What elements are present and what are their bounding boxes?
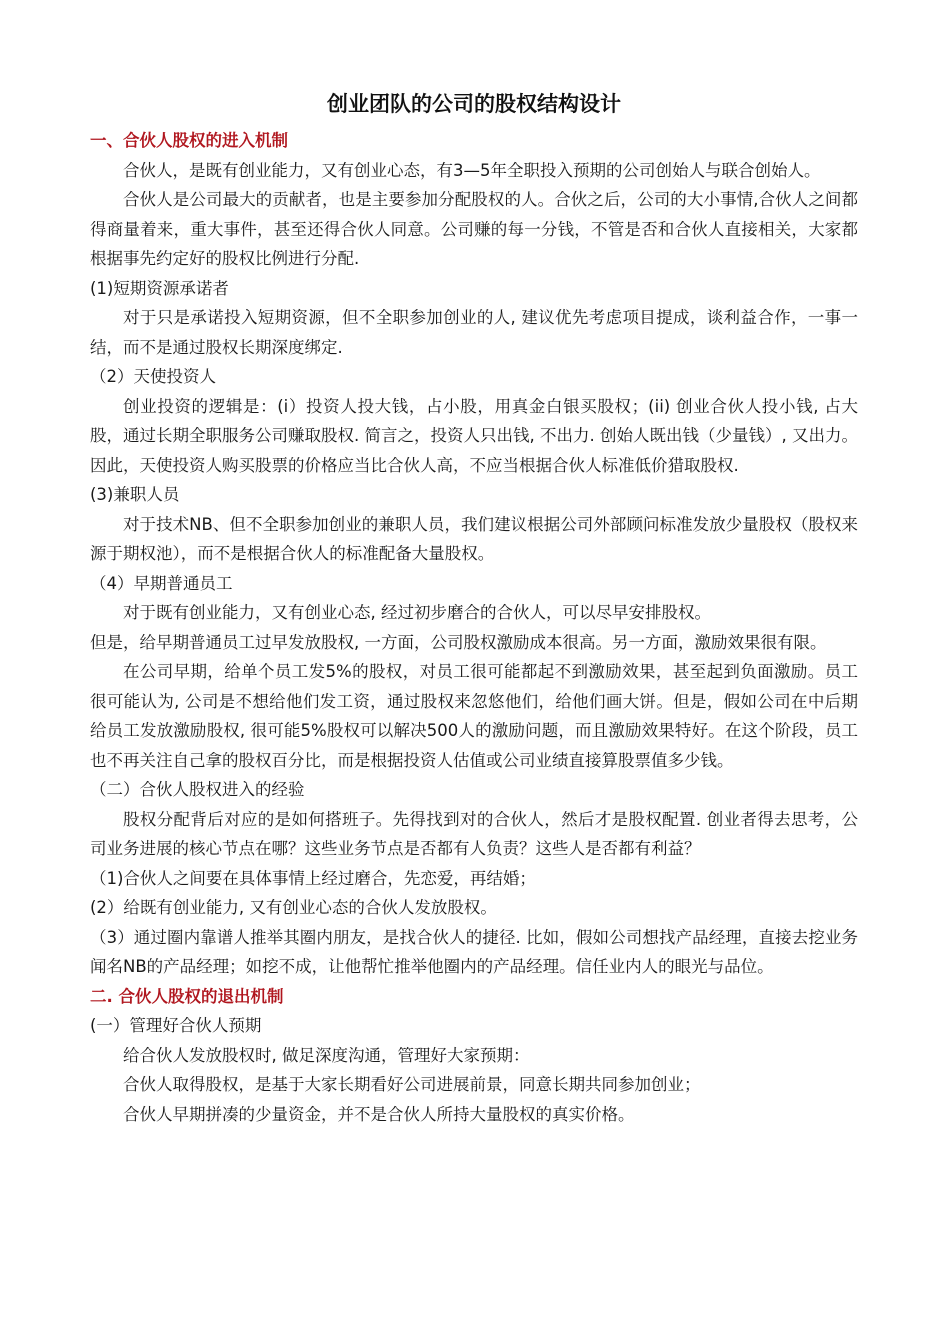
paragraph: 对于只是承诺投入短期资源，但不全职参加创业的人, 建议优先考虑项目提成，谈利益合作，一事一结，而不是通过股权长期深度绑定. (90, 308, 858, 357)
section-heading-entry: 一、合伙人股权的进入机制 (90, 131, 288, 150)
subheading: （4）早期普通员工 (90, 573, 233, 593)
paragraph: 给合伙人发放股权时, 做足深度沟通，管理好大家预期： (123, 1045, 530, 1065)
paragraph: 在公司早期，给单个员工发5%的股权，对员工很可能都起不到激励效果，甚至起到负面激励。员工很可能认为, 公司是不想给他们发工资，通过股权来忽悠他们，给他们画大饼。但是，假如公司在中后期给员工发放激励股权, 很可能5%股权可以解决500人的激励问题，而且激励效果特好。在这个阶段，员工也不再关注自己拿的股权百分比，而是根据投资人估值或公司业绩直接算股票值多少钱。 (90, 662, 858, 770)
section-heading-exit: 二. 合伙人股权的退出机制 (90, 986, 284, 1006)
subheading: (一）管理好合伙人预期 (90, 1016, 262, 1035)
paragraph: 对于技术NB、但不全职参加创业的兼职人员，我们建议根据公司外部顾问标准发放少量股权（股权来源于期权池），而不是根据合伙人的标准配备大量股权。 (90, 514, 858, 563)
paragraph: 股权分配背后对应的是如何搭班子。先得找到对的合伙人，然后才是股权配置. 创业者得去思考，公司业务进展的核心节点在哪？这些业务节点是否都有人负责？这些人是否都有利益？ (90, 809, 858, 858)
document-title: 创业团队的公司的股权结构设计 (327, 92, 621, 116)
paragraph: 对于既有创业能力，又有创业心态, 经过初步磨合的合伙人，可以尽早安排股权。 (123, 603, 711, 622)
subheading: （二）合伙人股权进入的经验 (90, 780, 305, 799)
list-item: （3）通过圈内靠谱人推举其圈内朋友，是找合伙人的捷径. 比如，假如公司想找产品经理，直接去挖业务闻名NB的产品经理；如挖不成，让他帮忙推举他圈内的产品经理。信任业内人的眼光与品位。 (90, 927, 858, 976)
list-item: (2）给既有创业能力, 又有创业心态的合伙人发放股权。 (90, 898, 497, 917)
paragraph: 合伙人是公司最大的贡献者，也是主要参加分配股权的人。合伙之后，公司的大小事情,合伙人之间都得商量着来，重大事件，甚至还得合伙人同意。公司赚的每一分钱，不管是否和合伙人直接相关，大家都根据事先约定好的股权比例进行分配. (90, 190, 858, 268)
subheading: (3)兼职人员 (90, 485, 180, 504)
subheading: （2）天使投资人 (90, 367, 216, 386)
paragraph: 合伙人早期拼凑的少量资金，并不是合伙人所持大量股权的真实价格。 (123, 1104, 635, 1124)
paragraph: 但是，给早期普通员工过早发放股权, 一方面，公司股权激励成本很高。另一方面，激励效果很有限。 (90, 632, 827, 652)
subheading: (1)短期资源承诺者 (90, 278, 229, 298)
list-item: （1)合伙人之间要在具体事情上经过磨合，先恋爱，再结婚； (90, 868, 536, 888)
paragraph: 创业投资的逻辑是：(i）投资人投大钱，占小股，用真金白银买股权；(ii) 创业合伙人投小钱, 占大股，通过长期全职服务公司赚取股权. 简言之，投资人只出钱, 不出力. 创始人既出钱（少量钱）, 又出力。因此，天使投资人购买股票的价格应当比合伙人高，不应当根据合伙人标准低价猎取股权. (90, 396, 858, 475)
paragraph: 合伙人取得股权，是基于大家长期看好公司进展前景，同意长期共同参加创业； (123, 1075, 701, 1094)
paragraph: 合伙人，是既有创业能力，又有创业心态，有3—5年全职投入预期的公司创始人与联合创始人。 (123, 160, 821, 180)
